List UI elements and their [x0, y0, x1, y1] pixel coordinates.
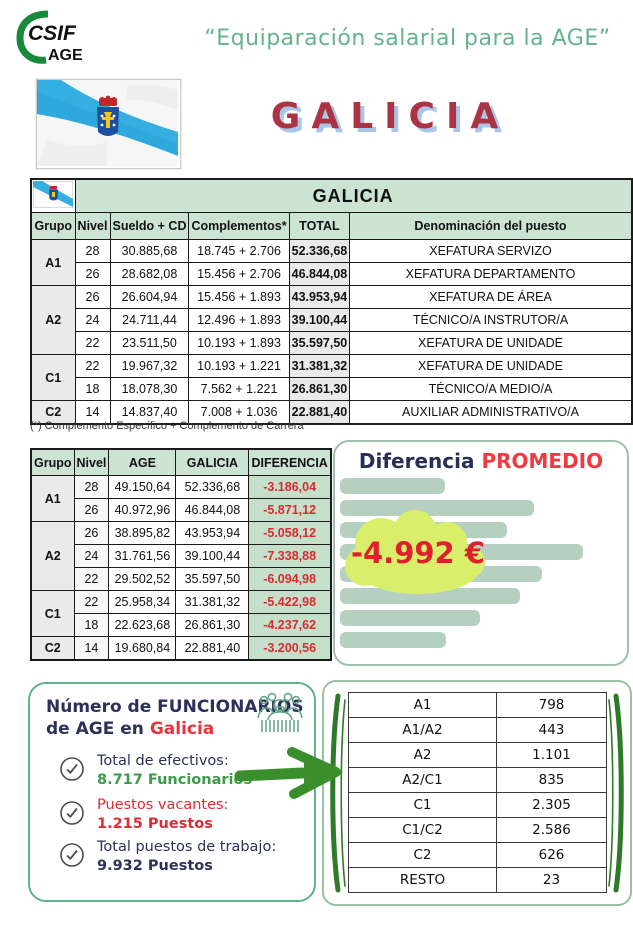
item-value: 9.932 Puestos	[97, 857, 213, 874]
complementos-cell: 18.745 + 2.706	[189, 240, 289, 263]
check-icon	[59, 842, 85, 873]
list-item-total-puestos	[59, 838, 299, 875]
diferencia-cell: -5.058,12	[249, 522, 331, 545]
grupo-label: C1	[349, 793, 497, 818]
csif-logo-brand: CSIF	[28, 22, 76, 45]
sueldo-cell: 30.885,68	[110, 240, 189, 263]
table-row	[31, 378, 632, 401]
table-flag-cell	[31, 179, 75, 213]
distribution-box	[322, 680, 632, 906]
table-row	[31, 476, 331, 499]
galicia-cell: 43.953,94	[176, 522, 249, 545]
sueldo-cell: 24.711,44	[110, 309, 189, 332]
grupo-cell: A1	[31, 476, 74, 522]
table-row	[31, 568, 331, 591]
table-row	[31, 637, 331, 661]
grupo-cell: A2	[31, 286, 75, 355]
complementos-cell: 15.456 + 2.706	[189, 263, 289, 286]
grupo-label: A2	[349, 743, 497, 768]
grupo-count: 23	[497, 868, 607, 893]
age-cell: 22.623,68	[109, 614, 176, 637]
sueldo-cell: 14.837,40	[110, 401, 189, 425]
complementos-cell: 15.456 + 1.893	[189, 286, 289, 309]
nivel-cell: 22	[75, 332, 110, 355]
col-header-nivel: Nivel	[75, 213, 110, 240]
age-cell: 31.761,56	[109, 545, 176, 568]
item-label: Puestos vacantes:	[97, 797, 229, 813]
complementos-cell: 10.193 + 1.893	[189, 332, 289, 355]
check-icon	[59, 800, 85, 831]
people-group-icon	[254, 688, 306, 741]
puesto-cell: AUXILIAR ADMINISTRATIVO/A	[350, 401, 632, 425]
diferencia-cell: -4.237,62	[249, 614, 331, 637]
age-cell: 38.895,82	[109, 522, 176, 545]
puesto-cell: TÉCNICO/A INSTRUTOR/A	[350, 309, 632, 332]
nivel-cell: 26	[75, 286, 110, 309]
table-row	[31, 355, 632, 378]
funcionarios-title-line1: Número de FUNCIONARIOS	[46, 697, 304, 717]
item-label: Total de efectivos:	[97, 753, 229, 769]
grupo-label: A2/C1	[349, 768, 497, 793]
csif-logo-sub: AGE	[48, 47, 83, 64]
nivel-cell: 22	[74, 591, 109, 614]
chart-title-normal: Diferencia	[358, 449, 475, 473]
table-row	[349, 768, 607, 793]
arrow-right-icon	[234, 740, 350, 806]
grupo-count: 2.586	[497, 818, 607, 843]
table-row	[31, 591, 331, 614]
age-cell: 25.958,34	[109, 591, 176, 614]
galicia-flag-small-icon	[33, 181, 73, 208]
puesto-cell: TÉCNICO/A MEDIO/A	[350, 378, 632, 401]
complementos-cell: 10.193 + 1.221	[189, 355, 289, 378]
complementos-cell: 7.008 + 1.036	[189, 401, 289, 425]
grupo-cell: C1	[31, 591, 74, 637]
grupo-cell: A1	[31, 240, 75, 286]
sueldo-cell: 26.604,94	[110, 286, 189, 309]
funcionarios-title-line2: de AGE en	[46, 719, 150, 740]
puesto-cell: XEFATURA DE UNIDADE	[350, 332, 632, 355]
table-row	[31, 309, 632, 332]
col-header-diferencia: DIFERENCIA	[249, 449, 331, 476]
diferencia-cell: -3.200,56	[249, 637, 331, 661]
sueldo-cell: 28.682,08	[110, 263, 189, 286]
sueldo-cell: 19.967,32	[110, 355, 189, 378]
sueldo-cell: 18.078,30	[110, 378, 189, 401]
item-label: Total puestos de trabajo:	[97, 839, 277, 855]
col-header-nivel: Nivel	[74, 449, 109, 476]
diferencia-cell: -7.338,88	[249, 545, 331, 568]
header-quote: “Equiparación salarial para la AGE”	[204, 26, 611, 51]
total-cell: 26.861,30	[289, 378, 350, 401]
table-row	[31, 614, 331, 637]
bar	[340, 632, 446, 648]
funcionarios-title-region: Galicia	[149, 719, 215, 740]
grupo-label: A1/A2	[349, 718, 497, 743]
col-header-denominacion: Denominación del puesto	[350, 213, 632, 240]
grupo-label: C1/C2	[349, 818, 497, 843]
chart-title-accent: PROMEDIO	[481, 449, 604, 473]
average-cloud	[343, 510, 493, 602]
puesto-cell: XEFATURA DE UNIDADE	[350, 355, 632, 378]
galicia-cell: 22.881,40	[176, 637, 249, 661]
col-header-grupo: Grupo	[31, 213, 75, 240]
total-cell: 31.381,32	[289, 355, 350, 378]
table-row	[31, 240, 632, 263]
comparison-table	[30, 448, 332, 661]
table-row	[349, 868, 607, 893]
age-cell: 29.502,52	[109, 568, 176, 591]
diferencia-promedio-panel	[333, 440, 629, 666]
galicia-cell: 31.381,32	[176, 591, 249, 614]
grupo-distribution-table	[348, 692, 607, 893]
table-row	[349, 693, 607, 718]
bar	[340, 478, 445, 494]
galicia-cell: 52.336,68	[176, 476, 249, 499]
table-row	[349, 743, 607, 768]
col-header-total: TOTAL	[289, 213, 350, 240]
complementos-cell: 7.562 + 1.221	[189, 378, 289, 401]
total-cell: 39.100,44	[289, 309, 350, 332]
grupo-count: 626	[497, 843, 607, 868]
col-header-age: AGE	[109, 449, 176, 476]
item-value: 1.215 Puestos	[97, 815, 213, 832]
diferencia-cell: -3.186,04	[249, 476, 331, 499]
galicia-flag-photo	[36, 79, 181, 169]
csif-logo-graphic	[12, 10, 122, 68]
diferencia-cell: -5.422,98	[249, 591, 331, 614]
table-row	[31, 332, 632, 355]
age-cell: 40.972,96	[109, 499, 176, 522]
grupo-count: 835	[497, 768, 607, 793]
total-cell: 43.953,94	[289, 286, 350, 309]
grupo-label: RESTO	[349, 868, 497, 893]
grupo-cell: C1	[31, 355, 75, 401]
galicia-cell: 46.844,08	[176, 499, 249, 522]
grupo-count: 2.305	[497, 793, 607, 818]
age-cell: 19.680,84	[109, 637, 176, 661]
csif-logo	[12, 10, 122, 68]
nivel-cell: 26	[74, 499, 109, 522]
nivel-cell: 14	[75, 401, 110, 425]
table-row	[349, 843, 607, 868]
grupo-cell: C2	[31, 637, 74, 661]
galicia-flag-icon	[37, 80, 178, 166]
nivel-cell: 26	[75, 263, 110, 286]
nivel-cell: 18	[74, 614, 109, 637]
total-cell: 35.597,50	[289, 332, 350, 355]
nivel-cell: 22	[74, 568, 109, 591]
grupo-label: A1	[349, 693, 497, 718]
total-cell: 52.336,68	[289, 240, 350, 263]
grupo-label: C2	[349, 843, 497, 868]
salary-table-galicia	[30, 178, 633, 425]
table-row	[31, 263, 632, 286]
diferencia-cell: -5.871,12	[249, 499, 331, 522]
item-value: 8.717 Funcionarios	[97, 771, 253, 788]
nivel-cell: 28	[75, 240, 110, 263]
col-header-grupo: Grupo	[31, 449, 74, 476]
total-cell: 46.844,08	[289, 263, 350, 286]
col-header-sueldo: Sueldo + CD	[110, 213, 189, 240]
page-title: GALICIA	[270, 96, 510, 137]
table1-footnote: (*) Complemento Específico + Complemento de Carrera	[30, 420, 304, 432]
table-row	[31, 545, 331, 568]
total-cell: 22.881,40	[289, 401, 350, 425]
col-header-complementos: Complementos*	[189, 213, 289, 240]
table-row	[31, 522, 331, 545]
nivel-cell: 24	[75, 309, 110, 332]
grupo-count: 1.101	[497, 743, 607, 768]
bar	[340, 610, 480, 626]
galicia-cell: 39.100,44	[176, 545, 249, 568]
puesto-cell: XEFATURA DE ÁREA	[350, 286, 632, 309]
average-difference-value: -4.992 €	[350, 536, 486, 570]
complementos-cell: 12.496 + 1.893	[189, 309, 289, 332]
grupo-count: 798	[497, 693, 607, 718]
table-row	[31, 286, 632, 309]
check-icon	[59, 756, 85, 787]
col-header-galicia: GALICIA	[176, 449, 249, 476]
diferencia-cell: -6.094,98	[249, 568, 331, 591]
table-row	[349, 793, 607, 818]
grupo-cell: A2	[31, 522, 74, 591]
grupo-cell: C2	[31, 401, 75, 425]
galicia-cell: 35.597,50	[176, 568, 249, 591]
nivel-cell: 22	[75, 355, 110, 378]
nivel-cell: 28	[74, 476, 109, 499]
table1-title: GALICIA	[75, 179, 632, 213]
table-row	[349, 718, 607, 743]
nivel-cell: 24	[74, 545, 109, 568]
grupo-count: 443	[497, 718, 607, 743]
table-row	[31, 499, 331, 522]
table-row	[349, 818, 607, 843]
nivel-cell: 14	[74, 637, 109, 661]
nivel-cell: 26	[74, 522, 109, 545]
chart-title	[335, 449, 627, 473]
age-cell: 49.150,64	[109, 476, 176, 499]
puesto-cell: XEFATURA SERVIZO	[350, 240, 632, 263]
nivel-cell: 18	[75, 378, 110, 401]
galicia-cell: 26.861,30	[176, 614, 249, 637]
sueldo-cell: 23.511,50	[110, 332, 189, 355]
puesto-cell: XEFATURA DEPARTAMENTO	[350, 263, 632, 286]
